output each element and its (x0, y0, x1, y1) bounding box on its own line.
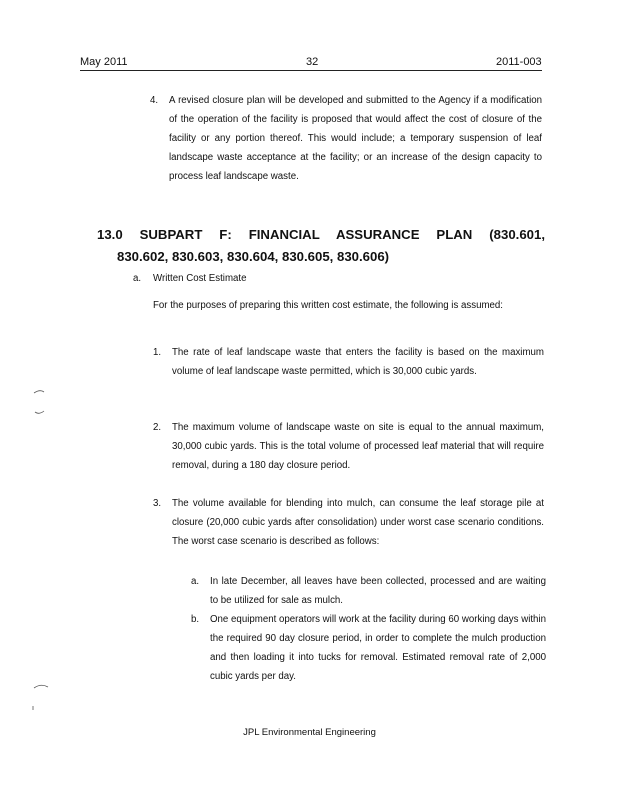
scan-artifact-mark (30, 385, 60, 425)
subsection-a-label: a. (133, 273, 142, 284)
header-page-number: 32 (306, 56, 319, 68)
assumption-2-number: 2. (153, 422, 162, 433)
assumption-3-number: 3. (153, 498, 162, 509)
scenario-a-letter: a. (191, 576, 200, 587)
assumption-1-number: 1. (153, 347, 162, 358)
subsection-a-title: Written Cost Estimate (153, 273, 247, 284)
scenario-b-letter: b. (191, 614, 200, 625)
scenario-a-text: In late December, all leaves have been collected, processed and are waiting to be utilized for sale as mulch. (210, 576, 546, 606)
header-date: May 2011 (80, 56, 128, 68)
item-4-number: 4. (150, 95, 159, 106)
intro-paragraph: For the purposes of preparing this written cost estimate, the following is assumed: (153, 300, 503, 311)
scenario-b-text: One equipment operators will work at the facility during 60 working days within the required 90 day closure period, in order to complete the mulch production and then loading it into tucks for removal. Estimated removal rate of 2,000 cubic yards per day. (210, 614, 546, 682)
section-heading (97, 224, 545, 268)
footer-text: JPL Environmental Engineering (243, 727, 376, 738)
scan-artifact-mark-lower (28, 680, 58, 716)
assumption-2-text: The maximum volume of landscape waste on site is equal to the annual maximum, 30,000 cubic yards. This is the total volume of processed leaf material that will require removal, during a 180 day closure period. (172, 422, 544, 471)
section-heading-line-2: 830.602, 830.603, 830.604, 830.605, 830.606) (117, 249, 390, 264)
item-4-text: A revised closure plan will be developed and submitted to the Agency if a modification of the operation of the facility is proposed that would affect the cost of closure of the facility or any portion thereof. This would include; a temporary suspension of leaf landscape waste acceptance at the facility; or an increase of the design capacity to process leaf landscape waste. (169, 95, 542, 182)
assumption-1-text: The rate of leaf landscape waste that enters the facility is based on the maximum volume of leaf landscape waste permitted, which is 30,000 cubic yards. (172, 347, 544, 377)
assumption-3-text: The volume available for blending into mulch, can consume the leaf storage pile at closure (20,000 cubic yards after consolidation) under worst case scenario conditions. The worst case scenario is described as follows: (172, 498, 544, 547)
header-rule (80, 70, 542, 71)
section-heading-line-1: 13.0 SUBPART F: FINANCIAL ASSURANCE PLAN (830.601, (97, 227, 545, 242)
header-doc-number: 2011-003 (496, 56, 542, 68)
